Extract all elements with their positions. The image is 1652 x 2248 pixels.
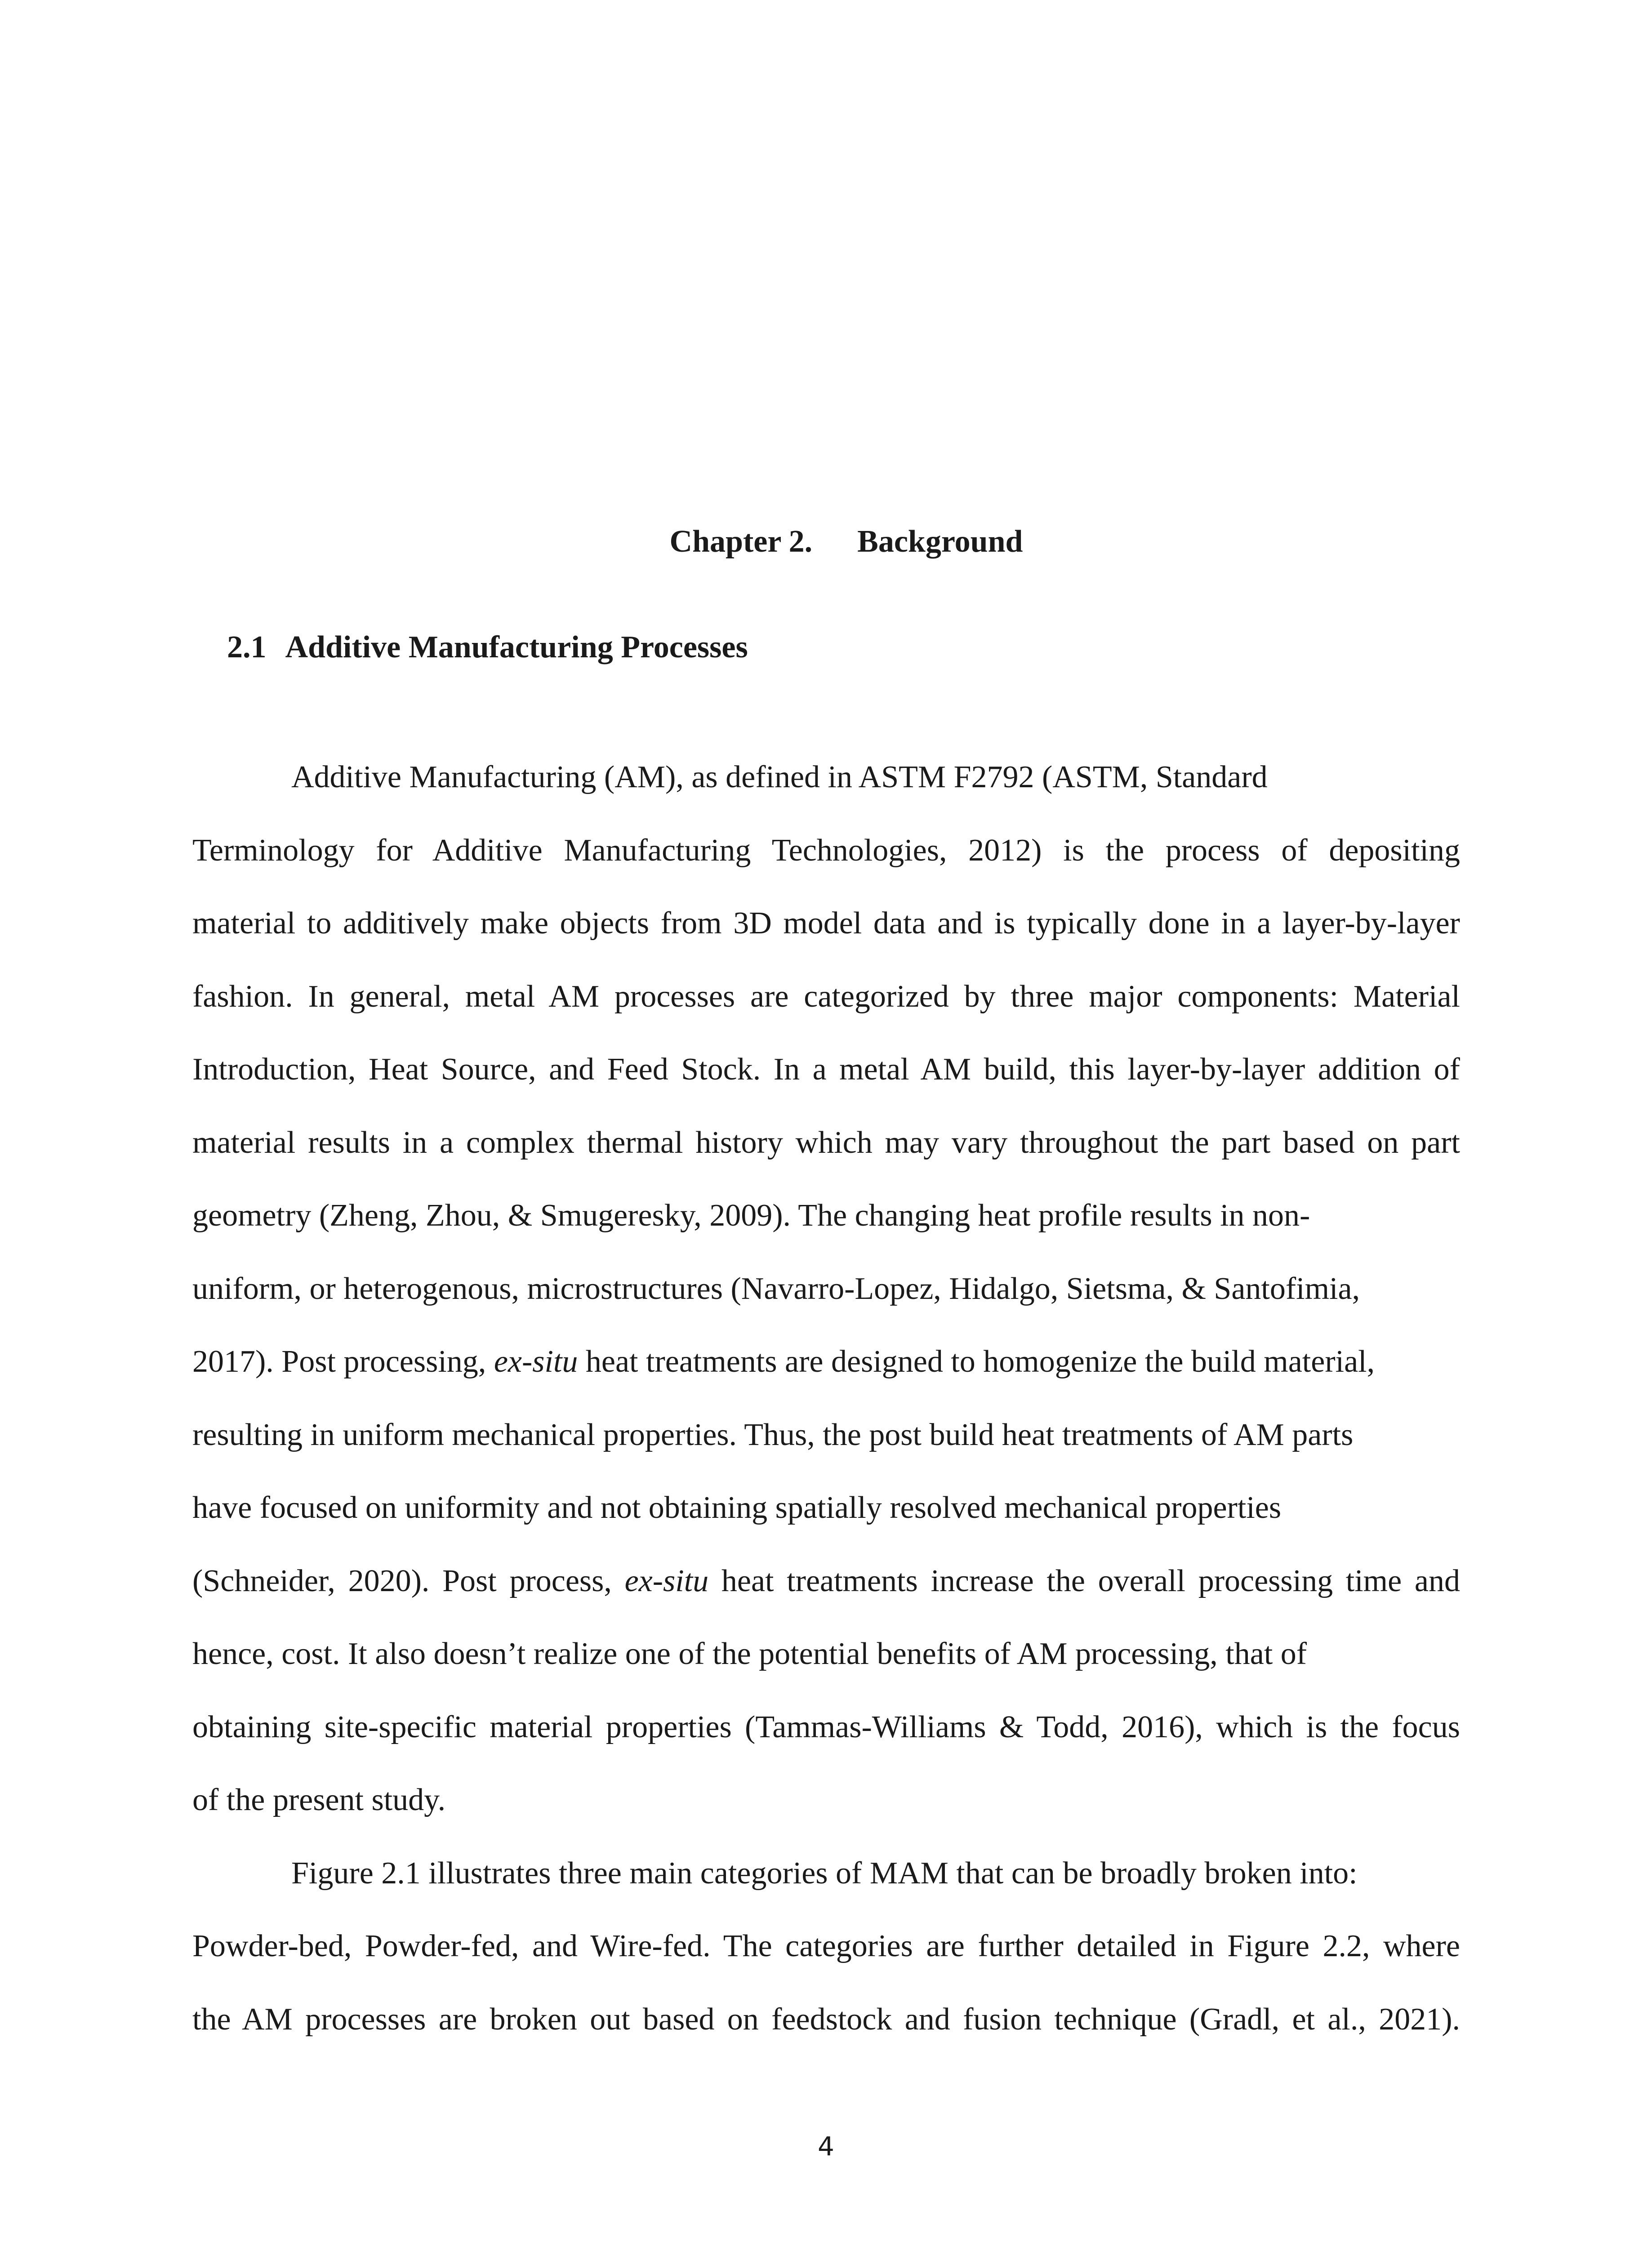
chapter-number: Chapter 2. (669, 524, 813, 559)
section-number: 2.1 (227, 630, 267, 665)
text-run: heat treatments increase the overall processing time and (708, 1563, 1460, 1598)
text-line: of the present study. (192, 1783, 446, 1817)
section-heading (227, 632, 748, 663)
text-line: material results in a complex thermal history which may vary throughout the part based on part (192, 1125, 1460, 1160)
section-title: Additive Manufacturing Processes (285, 630, 748, 665)
text-line: Terminology for Additive Manufacturing Technologies, 2012) is the process of depositing (192, 833, 1460, 868)
paragraph-am-definition (192, 741, 1460, 1837)
chapter-title: Background (857, 524, 1023, 559)
text-line: resulting in uniform mechanical properties. Thus, the post build heat treatments of AM parts (192, 1417, 1354, 1452)
text-line: material to additively make objects from 3D model data and is typically done in a layer-by-layer (192, 906, 1460, 941)
text-line: hence, cost. It also doesn’t realize one of the potential benefits of AM processing, that of (192, 1637, 1307, 1671)
text-line: Figure 2.1 illustrates three main categories of MAM that can be broadly broken into: (291, 1855, 1358, 1891)
text-line (192, 1325, 1460, 1399)
text-line: uniform, or heterogenous, microstructures (Navarro-Lopez, Hidalgo, Sietsma, & Santofimia, (192, 1271, 1360, 1306)
text-run: heat treatments are designed to homogenize the build material, (578, 1344, 1375, 1379)
text-line: Powder-bed, Powder-fed, and Wire-fed. The categories are further detailed in Figure 2.2, where (192, 1929, 1460, 1963)
text-line: obtaining site-specific material properties (Tammas-Williams & Todd, 2016), which is the focus (192, 1709, 1460, 1744)
page-number: 4 (818, 2131, 834, 2162)
paragraph-mam-categories (192, 1837, 1460, 2056)
italic-term: ex-situ (624, 1563, 709, 1598)
text-run: 2017). Post processing, (192, 1344, 494, 1379)
text-line: Introduction, Heat Source, and Feed Stock. In a metal AM build, this layer-by-layer addition of (192, 1052, 1460, 1087)
text-run: (Schneider, 2020). Post process, (192, 1563, 625, 1598)
text-line: have focused on uniformity and not obtaining spatially resolved mechanical properties (192, 1490, 1282, 1525)
text-line (192, 1545, 1460, 1618)
text-line: the AM processes are broken out based on feedstock and fusion technique (Gradl, et al., 2021). (192, 2002, 1460, 2037)
text-line: geometry (Zheng, Zhou, & Smugeresky, 2009). The changing heat profile results in non- (192, 1198, 1310, 1233)
body-text (192, 741, 1460, 2056)
italic-term: ex-situ (494, 1344, 578, 1379)
text-line: fashion. In general, metal AM processes are categorized by three major components: Material (192, 979, 1460, 1014)
text-line: Additive Manufacturing (AM), as defined in ASTM F2792 (ASTM, Standard (291, 760, 1268, 794)
chapter-heading (0, 526, 1652, 558)
